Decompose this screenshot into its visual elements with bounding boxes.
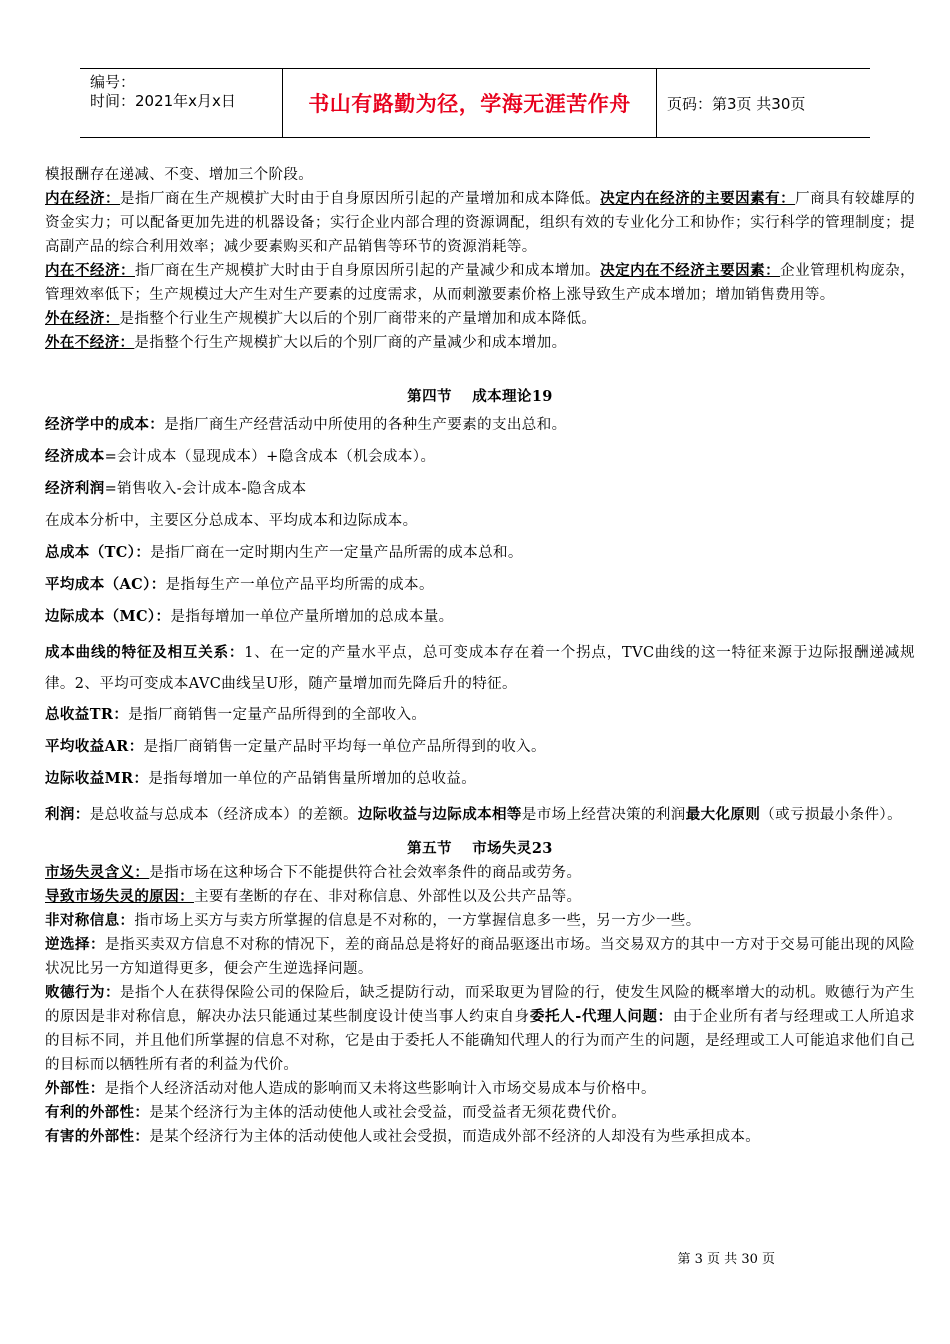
term-label: 成本曲线的特征及相互关系： — [45, 644, 245, 661]
term-label: 经济成本 — [45, 448, 105, 465]
paragraph — [45, 909, 915, 933]
text-run: 是指厂商销售一定量产品所得到的全部收入。 — [128, 707, 427, 723]
text-run: 是指厂商在生产规模扩大时由于自身原因所引起的产量增加和成本降低。 — [120, 191, 601, 207]
text-run: 是指买卖双方信息不对称的情况下，差的商品总是将好的商品驱逐出市场。当交易双方的其中一方对于交易可能出现的风险状况比另一方知道得更多，便会产生逆选择问题。 — [45, 937, 915, 977]
paragraph — [45, 637, 915, 700]
term-label: 内在不经济： — [45, 262, 136, 279]
term-label: 内在经济： — [45, 190, 121, 207]
header-motto: 书山有路勤为径，学海无涯苦作舟 — [283, 69, 657, 137]
term-label: 经济学中的成本： — [45, 416, 165, 433]
paragraph — [45, 1125, 915, 1149]
text-run: 是指个人在获得保险公司的保险后，缺乏提防行动，而采取更为冒险的行，使发生风险的概率增大的动机。败德行为产生的原因是非对称信息，解决办法只能通过某些制度设计使当事人约束自身 — [45, 985, 915, 1025]
term-label: 有利的外部性： — [45, 1104, 150, 1121]
text-run: 是指每增加一单位产量所增加的总成本量。 — [170, 609, 454, 625]
text-run: =会计成本（显现成本）+隐含成本（机会成本）。 — [104, 449, 436, 465]
text-run: 由于企业所有者与经理或工人所追求的目标不同，并且他们所掌握的信息不对称，它是由于委托人不能确知代理人的行为而产生的问题，是经理或工人可能追求他们自己的目标而以牺牲所有者的利益为代价。 — [45, 1009, 915, 1073]
term-label: 败德行为： — [45, 984, 121, 1001]
text-run: 是指整个行生产规模扩大以后的个别厂商的产量减少和成本增加。 — [134, 335, 567, 351]
term-label: 边际收益与边际成本相等 — [357, 806, 522, 823]
paragraph — [45, 541, 915, 565]
term-label: 有害的外部性： — [45, 1128, 150, 1145]
term-label: 决定内在经济的主要因素有： — [600, 190, 796, 207]
paragraph — [45, 573, 915, 597]
paragraph — [45, 413, 915, 437]
term-label: 经济利润 — [45, 480, 105, 497]
paragraph — [45, 1077, 915, 1101]
text-run: 是指厂商销售一定量产品时平均每一单位产品所得到的收入。 — [143, 739, 546, 755]
term-label: 边际收益MR： — [45, 770, 149, 787]
term-label: 逆选择： — [45, 936, 106, 953]
paragraph — [45, 981, 915, 1077]
term-label: 委托人-代理人问题： — [529, 1008, 673, 1025]
paragraph — [45, 861, 915, 885]
term-label: 平均成本（AC）： — [45, 576, 166, 593]
text-run: 是指整个行业生产规模扩大以后的个别厂商带来的产量增加和成本降低。 — [119, 311, 597, 327]
term-label: 平均收益AR： — [45, 738, 144, 755]
paragraph — [45, 307, 915, 331]
text-run: 厂商具有较雄厚的资金实力；可以配备更加先进的机器设备；实行企业内部合理的资源调配，组织有效的专业化分工和协作；实行科学的管理制度；提高副产品的综合利用效率；减少要素购买和产品销售等环节的资源消耗等。 — [45, 191, 916, 255]
paragraph — [45, 605, 915, 629]
text-run: 是某个经济行为主体的活动使他人或社会受益，而受益者无须花费代价。 — [149, 1105, 627, 1121]
text-run: 在成本分析中，主要区分总成本、平均成本和边际成本。 — [45, 513, 418, 529]
header-meta — [80, 69, 283, 137]
term-label: 导致市场失灵的原因： — [45, 888, 194, 905]
term-label: 决定内在不经济主要因素： — [600, 262, 781, 279]
paragraph — [45, 259, 915, 307]
text-run: 指厂商在生产规模扩大时由于自身原因所引起的产量减少和成本增加。 — [135, 263, 601, 279]
text-run: =销售收入-会计成本-隐含成本 — [104, 481, 307, 497]
section-heading — [45, 837, 915, 861]
header-number: 编号： — [90, 73, 136, 91]
text-run: 模报酬存在递减、不变、增加三个阶段。 — [45, 167, 314, 183]
term-label: 市场失灵含义： — [45, 864, 150, 881]
term-label: 非对称信息： — [45, 912, 135, 929]
text-run: 是指厂商在一定时期内生产一定量产品所需的成本总和。 — [150, 545, 523, 561]
text-run: 是某个经济行为主体的活动使他人或社会受损，而造成外部不经济的人却没有为些承担成本。 — [149, 1129, 761, 1145]
text-run: （或亏损最小条件）。 — [760, 807, 902, 823]
text-run: 是指个人经济活动对他人造成的影响而又未将这些影响计入市场交易成本与价格中。 — [104, 1081, 656, 1097]
term-label: 利润： — [45, 806, 90, 823]
paragraph — [45, 933, 915, 981]
header-time: 时间：2021年x月x日 — [90, 92, 236, 110]
document-body — [45, 163, 915, 1149]
text-run: 是指每生产一单位产品平均所需的成本。 — [165, 577, 434, 593]
term-label: 外在经济： — [45, 310, 120, 327]
term-label: 第五节 市场失灵23 — [407, 840, 553, 857]
paragraph — [45, 187, 915, 259]
text-run: 是市场上经营决策的利润 — [521, 807, 686, 823]
paragraph — [45, 477, 915, 501]
text-run: 是总收益与总成本（经济成本）的差额。 — [89, 807, 358, 823]
paragraph — [45, 331, 915, 355]
text-run: 1、在一定的产量水平点，总可变成本存在着一个拐点，TVC曲线的这一特征来源于边际报酬递减规律。2、平均可变成本AVC曲线呈U形，随产量增加而先降后升的特征。 — [45, 645, 915, 692]
page-footer: 第 3 页 共 30 页 — [677, 1252, 775, 1267]
paragraph — [45, 735, 915, 759]
paragraph — [45, 445, 915, 469]
paragraph — [45, 509, 915, 533]
paragraph — [45, 1101, 915, 1125]
term-label: 外在不经济： — [45, 334, 135, 351]
term-label: 边际成本（MC）： — [45, 608, 171, 625]
text-run: 是指市场在这种场合下不能提供符合社会效率条件的商品或劳务。 — [149, 865, 582, 881]
term-label: 外部性： — [45, 1080, 105, 1097]
text-run: 主要有垄断的存在、非对称信息、外部性以及公共产品等。 — [194, 889, 582, 905]
term-label: 第四节 成本理论19 — [407, 388, 553, 405]
paragraph — [45, 799, 915, 831]
term-label: 最大化原则 — [685, 806, 761, 823]
term-label: 总收益TR： — [45, 706, 129, 723]
text-run: 是指每增加一单位的产品销售量所增加的总收益。 — [148, 771, 477, 787]
page-header — [80, 68, 870, 138]
section-heading — [45, 385, 915, 409]
header-page-number: 页码：第3页 共30页 — [667, 94, 806, 113]
text-run: 企业管理机构庞杂，管理效率低下；生产规模过大产生对生产要素的过度需求，从而刺激要素价格上涨导致生产成本增加；增加销售费用等。 — [45, 263, 915, 303]
paragraph — [45, 163, 915, 187]
paragraph — [45, 885, 915, 909]
text-run: 指市场上买方与卖方所掌握的信息是不对称的，一方掌握信息多一些，另一方少一些。 — [134, 913, 701, 929]
text-run: 是指厂商生产经营活动中所使用的各种生产要素的支出总和。 — [164, 417, 567, 433]
paragraph — [45, 767, 915, 791]
term-label: 总成本（TC）： — [45, 544, 151, 561]
paragraph — [45, 703, 915, 727]
